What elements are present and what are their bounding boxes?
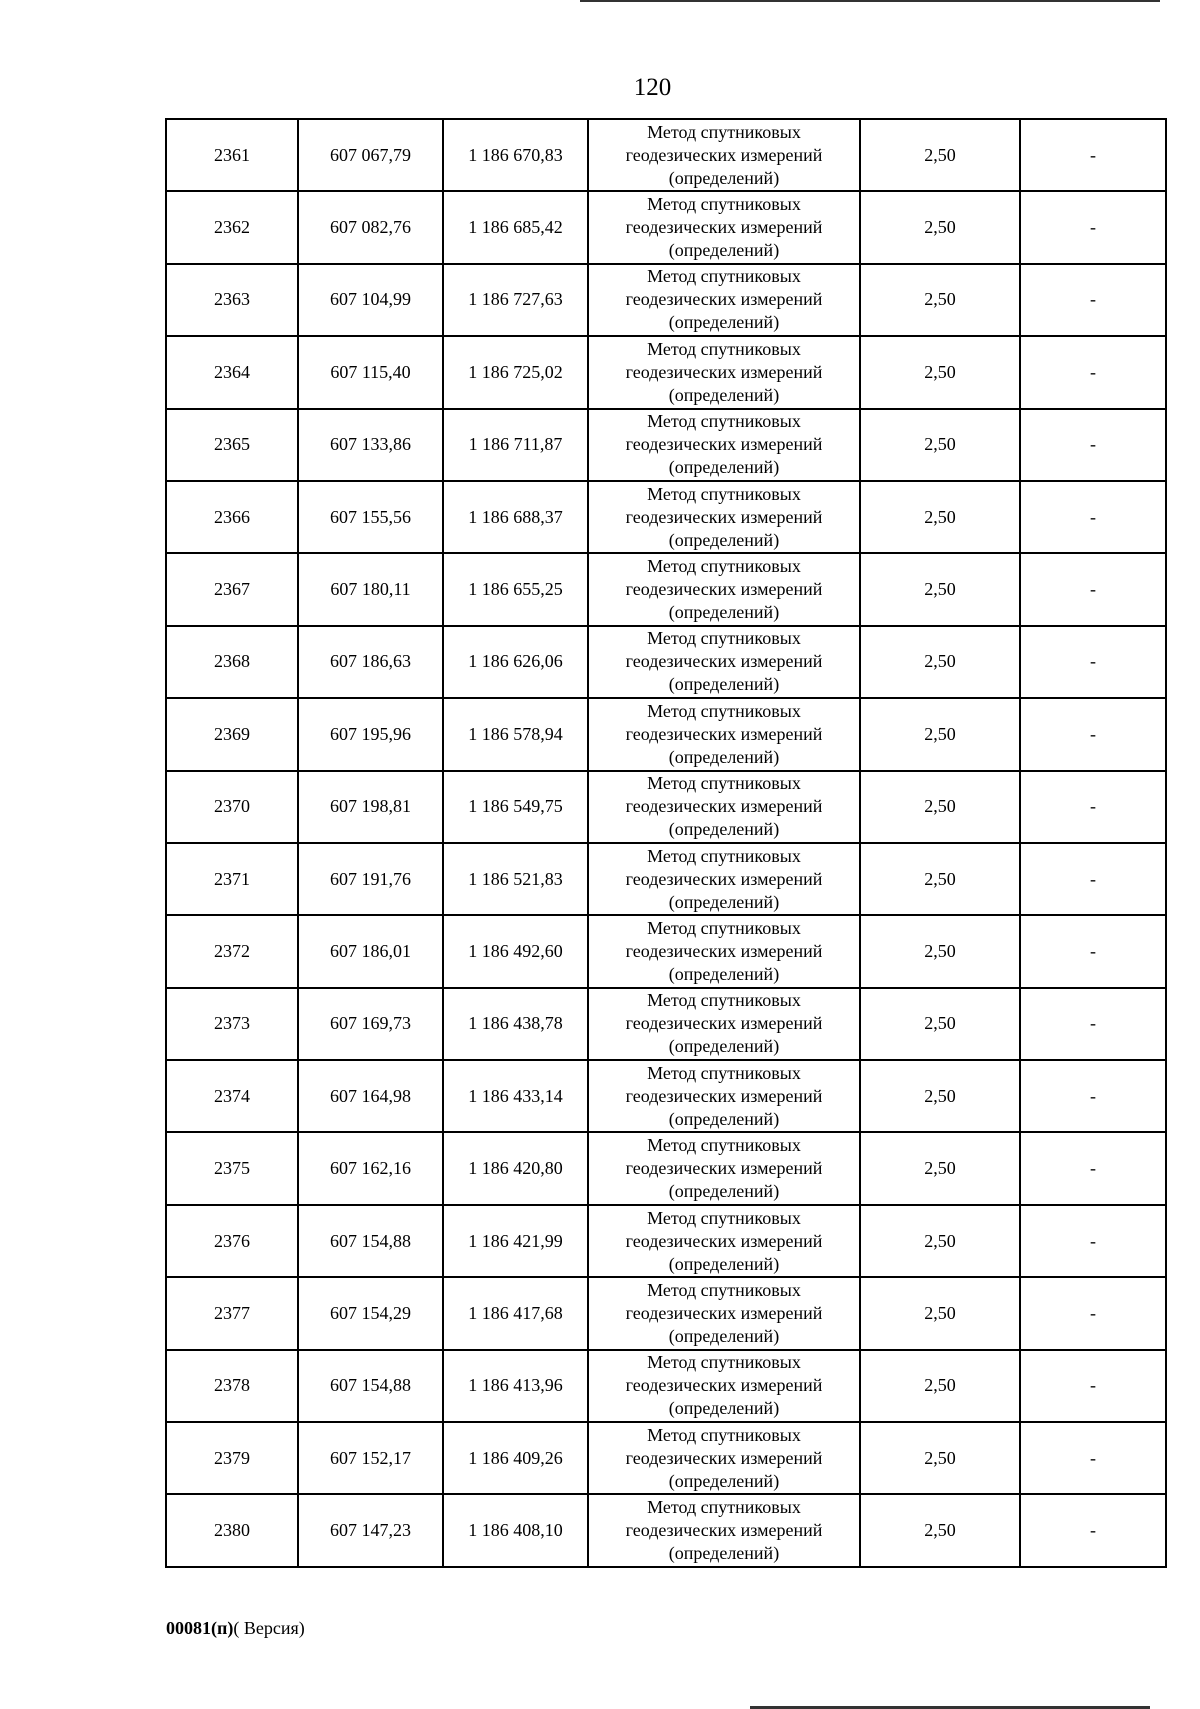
document-footer bbox=[166, 1618, 305, 1639]
point-number-cell: 2368 bbox=[166, 626, 298, 698]
table-body bbox=[166, 119, 1166, 1567]
method-line: Метод спутниковых bbox=[647, 1424, 801, 1445]
x-coordinate-cell: 607 186,01 bbox=[298, 915, 443, 987]
method-line: (определений) bbox=[668, 1398, 780, 1419]
method-line: (определений) bbox=[668, 963, 780, 984]
y-coordinate-cell: 1 186 727,63 bbox=[443, 264, 588, 336]
method-line: (определений) bbox=[668, 746, 780, 767]
method-line: (определений) bbox=[668, 529, 780, 550]
method-line: (определений) bbox=[668, 1543, 780, 1564]
precision-cell: 2,50 bbox=[860, 119, 1020, 191]
method-line: геодезических измерений bbox=[625, 796, 823, 817]
table-row bbox=[166, 481, 1166, 553]
precision-cell: 2,50 bbox=[860, 1494, 1020, 1566]
point-number-cell: 2365 bbox=[166, 409, 298, 481]
point-number-cell: 2373 bbox=[166, 988, 298, 1060]
page-number: 120 bbox=[633, 74, 672, 101]
description-cell: - bbox=[1020, 1060, 1166, 1132]
x-coordinate-cell: 607 198,81 bbox=[298, 771, 443, 843]
description-cell: - bbox=[1020, 771, 1166, 843]
description-cell: - bbox=[1020, 1350, 1166, 1422]
point-number-cell: 2378 bbox=[166, 1350, 298, 1422]
precision-cell: 2,50 bbox=[860, 843, 1020, 915]
y-coordinate-cell: 1 186 521,83 bbox=[443, 843, 588, 915]
method-cell bbox=[588, 698, 860, 770]
method-cell bbox=[588, 191, 860, 263]
x-coordinate-cell: 607 154,29 bbox=[298, 1277, 443, 1349]
method-cell bbox=[588, 1060, 860, 1132]
description-cell: - bbox=[1020, 1205, 1166, 1277]
method-line: геодезических измерений bbox=[625, 1230, 823, 1251]
description-cell: - bbox=[1020, 915, 1166, 987]
y-coordinate-cell: 1 186 417,68 bbox=[443, 1277, 588, 1349]
y-coordinate-cell: 1 186 711,87 bbox=[443, 409, 588, 481]
point-number-cell: 2369 bbox=[166, 698, 298, 770]
description-cell: - bbox=[1020, 119, 1166, 191]
x-coordinate-cell: 607 154,88 bbox=[298, 1350, 443, 1422]
table-row bbox=[166, 915, 1166, 987]
point-number-cell: 2366 bbox=[166, 481, 298, 553]
table-row bbox=[166, 1205, 1166, 1277]
method-cell bbox=[588, 1422, 860, 1494]
method-line: Метод спутниковых bbox=[647, 194, 801, 215]
precision-cell: 2,50 bbox=[860, 915, 1020, 987]
x-coordinate-cell: 607 155,56 bbox=[298, 481, 443, 553]
method-cell bbox=[588, 553, 860, 625]
method-line: геодезических измерений bbox=[625, 579, 823, 600]
precision-cell: 2,50 bbox=[860, 771, 1020, 843]
description-cell: - bbox=[1020, 1277, 1166, 1349]
y-coordinate-cell: 1 186 438,78 bbox=[443, 988, 588, 1060]
method-line: геодезических измерений bbox=[625, 1085, 823, 1106]
method-line: геодезических измерений bbox=[625, 940, 823, 961]
method-line: Метод спутниковых bbox=[647, 1279, 801, 1300]
x-coordinate-cell: 607 191,76 bbox=[298, 843, 443, 915]
point-number-cell: 2363 bbox=[166, 264, 298, 336]
point-number-cell: 2362 bbox=[166, 191, 298, 263]
table-row bbox=[166, 1494, 1166, 1566]
description-cell: - bbox=[1020, 1422, 1166, 1494]
point-number-cell: 2377 bbox=[166, 1277, 298, 1349]
method-line: Метод спутниковых bbox=[647, 338, 801, 359]
description-cell: - bbox=[1020, 1132, 1166, 1204]
method-line: Метод спутниковых bbox=[647, 845, 801, 866]
point-number-cell: 2380 bbox=[166, 1494, 298, 1566]
method-line: геодезических измерений bbox=[625, 1013, 823, 1034]
method-cell bbox=[588, 264, 860, 336]
method-cell bbox=[588, 626, 860, 698]
method-line: Метод спутниковых bbox=[647, 990, 801, 1011]
x-coordinate-cell: 607 186,63 bbox=[298, 626, 443, 698]
y-coordinate-cell: 1 186 578,94 bbox=[443, 698, 588, 770]
method-cell bbox=[588, 771, 860, 843]
precision-cell: 2,50 bbox=[860, 336, 1020, 408]
precision-cell: 2,50 bbox=[860, 1350, 1020, 1422]
point-number-cell: 2364 bbox=[166, 336, 298, 408]
method-line: Метод спутниковых bbox=[647, 773, 801, 794]
x-coordinate-cell: 607 169,73 bbox=[298, 988, 443, 1060]
precision-cell: 2,50 bbox=[860, 988, 1020, 1060]
x-coordinate-cell: 607 180,11 bbox=[298, 553, 443, 625]
y-coordinate-cell: 1 186 420,80 bbox=[443, 1132, 588, 1204]
method-line: Метод спутниковых bbox=[647, 1207, 801, 1228]
point-number-cell: 2371 bbox=[166, 843, 298, 915]
table-row bbox=[166, 626, 1166, 698]
method-cell bbox=[588, 1205, 860, 1277]
method-line: геодезических измерений bbox=[625, 1447, 823, 1468]
y-coordinate-cell: 1 186 725,02 bbox=[443, 336, 588, 408]
point-number-cell: 2376 bbox=[166, 1205, 298, 1277]
y-coordinate-cell: 1 186 685,42 bbox=[443, 191, 588, 263]
method-line: Метод спутниковых bbox=[647, 1062, 801, 1083]
method-line: Метод спутниковых bbox=[647, 556, 801, 577]
table-row bbox=[166, 1132, 1166, 1204]
method-line: Метод спутниковых bbox=[647, 917, 801, 938]
document-code: 00081(п) bbox=[166, 1618, 234, 1638]
method-line: (определений) bbox=[668, 240, 780, 261]
method-line: Метод спутниковых bbox=[647, 628, 801, 649]
scan-edge-top bbox=[580, 0, 1160, 2]
table-row bbox=[166, 1277, 1166, 1349]
method-line: геодезических измерений bbox=[625, 217, 823, 238]
method-line: Метод спутниковых bbox=[647, 266, 801, 287]
point-number-cell: 2372 bbox=[166, 915, 298, 987]
y-coordinate-cell: 1 186 655,25 bbox=[443, 553, 588, 625]
y-coordinate-cell: 1 186 492,60 bbox=[443, 915, 588, 987]
precision-cell: 2,50 bbox=[860, 1132, 1020, 1204]
x-coordinate-cell: 607 164,98 bbox=[298, 1060, 443, 1132]
precision-cell: 2,50 bbox=[860, 1422, 1020, 1494]
method-line: (определений) bbox=[668, 1108, 780, 1129]
method-line: (определений) bbox=[668, 1036, 780, 1057]
method-line: (определений) bbox=[668, 1181, 780, 1202]
method-cell bbox=[588, 336, 860, 408]
method-line: геодезических измерений bbox=[625, 434, 823, 455]
coordinates-table bbox=[165, 118, 1167, 1568]
method-cell bbox=[588, 1494, 860, 1566]
document-version: ( Версия) bbox=[233, 1618, 305, 1638]
y-coordinate-cell: 1 186 670,83 bbox=[443, 119, 588, 191]
method-line: геодезических измерений bbox=[625, 1375, 823, 1396]
method-line: (определений) bbox=[668, 1253, 780, 1274]
method-line: Метод спутниковых bbox=[647, 1352, 801, 1373]
method-line: геодезических измерений bbox=[625, 144, 823, 165]
description-cell: - bbox=[1020, 553, 1166, 625]
table-row bbox=[166, 336, 1166, 408]
point-number-cell: 2374 bbox=[166, 1060, 298, 1132]
y-coordinate-cell: 1 186 413,96 bbox=[443, 1350, 588, 1422]
method-line: (определений) bbox=[668, 674, 780, 695]
method-line: (определений) bbox=[668, 819, 780, 840]
table-row bbox=[166, 119, 1166, 191]
description-cell: - bbox=[1020, 843, 1166, 915]
method-line: геодезических измерений bbox=[625, 868, 823, 889]
table-row bbox=[166, 988, 1166, 1060]
method-line: геодезических измерений bbox=[625, 723, 823, 744]
point-number-cell: 2361 bbox=[166, 119, 298, 191]
precision-cell: 2,50 bbox=[860, 191, 1020, 263]
table-row bbox=[166, 191, 1166, 263]
point-number-cell: 2367 bbox=[166, 553, 298, 625]
method-cell bbox=[588, 843, 860, 915]
precision-cell: 2,50 bbox=[860, 481, 1020, 553]
table-row bbox=[166, 1060, 1166, 1132]
method-cell bbox=[588, 481, 860, 553]
table-row bbox=[166, 264, 1166, 336]
method-line: геодезических измерений bbox=[625, 1302, 823, 1323]
description-cell: - bbox=[1020, 698, 1166, 770]
method-line: (определений) bbox=[668, 891, 780, 912]
table-row bbox=[166, 1422, 1166, 1494]
table-row bbox=[166, 843, 1166, 915]
description-cell: - bbox=[1020, 626, 1166, 698]
x-coordinate-cell: 607 067,79 bbox=[298, 119, 443, 191]
method-line: (определений) bbox=[668, 167, 780, 188]
method-cell bbox=[588, 119, 860, 191]
precision-cell: 2,50 bbox=[860, 698, 1020, 770]
method-line: (определений) bbox=[668, 1325, 780, 1346]
point-number-cell: 2379 bbox=[166, 1422, 298, 1494]
method-line: геодезических измерений bbox=[625, 1520, 823, 1541]
precision-cell: 2,50 bbox=[860, 1060, 1020, 1132]
x-coordinate-cell: 607 152,17 bbox=[298, 1422, 443, 1494]
point-number-cell: 2375 bbox=[166, 1132, 298, 1204]
method-cell bbox=[588, 1132, 860, 1204]
y-coordinate-cell: 1 186 433,14 bbox=[443, 1060, 588, 1132]
method-cell bbox=[588, 1350, 860, 1422]
method-line: Метод спутниковых bbox=[647, 121, 801, 142]
method-line: Метод спутниковых bbox=[647, 1135, 801, 1156]
method-line: (определений) bbox=[668, 602, 780, 623]
method-line: геодезических измерений bbox=[625, 361, 823, 382]
method-line: Метод спутниковых bbox=[647, 1497, 801, 1518]
x-coordinate-cell: 607 195,96 bbox=[298, 698, 443, 770]
method-line: (определений) bbox=[668, 457, 780, 478]
method-line: Метод спутниковых bbox=[647, 483, 801, 504]
method-line: (определений) bbox=[668, 384, 780, 405]
method-line: геодезических измерений bbox=[625, 651, 823, 672]
method-line: (определений) bbox=[668, 1470, 780, 1491]
method-line: геодезических измерений bbox=[625, 506, 823, 527]
method-cell bbox=[588, 988, 860, 1060]
precision-cell: 2,50 bbox=[860, 1205, 1020, 1277]
method-line: Метод спутниковых bbox=[647, 411, 801, 432]
x-coordinate-cell: 607 154,88 bbox=[298, 1205, 443, 1277]
x-coordinate-cell: 607 104,99 bbox=[298, 264, 443, 336]
description-cell: - bbox=[1020, 191, 1166, 263]
precision-cell: 2,50 bbox=[860, 553, 1020, 625]
description-cell: - bbox=[1020, 264, 1166, 336]
y-coordinate-cell: 1 186 421,99 bbox=[443, 1205, 588, 1277]
x-coordinate-cell: 607 082,76 bbox=[298, 191, 443, 263]
x-coordinate-cell: 607 147,23 bbox=[298, 1494, 443, 1566]
method-cell bbox=[588, 409, 860, 481]
table-row bbox=[166, 409, 1166, 481]
description-cell: - bbox=[1020, 1494, 1166, 1566]
y-coordinate-cell: 1 186 408,10 bbox=[443, 1494, 588, 1566]
description-cell: - bbox=[1020, 988, 1166, 1060]
table-row bbox=[166, 771, 1166, 843]
table-row bbox=[166, 698, 1166, 770]
precision-cell: 2,50 bbox=[860, 626, 1020, 698]
precision-cell: 2,50 bbox=[860, 264, 1020, 336]
method-line: Метод спутниковых bbox=[647, 700, 801, 721]
y-coordinate-cell: 1 186 549,75 bbox=[443, 771, 588, 843]
precision-cell: 2,50 bbox=[860, 1277, 1020, 1349]
x-coordinate-cell: 607 133,86 bbox=[298, 409, 443, 481]
y-coordinate-cell: 1 186 688,37 bbox=[443, 481, 588, 553]
method-line: геодезических измерений bbox=[625, 289, 823, 310]
table-row bbox=[166, 553, 1166, 625]
x-coordinate-cell: 607 115,40 bbox=[298, 336, 443, 408]
method-line: (определений) bbox=[668, 312, 780, 333]
method-cell bbox=[588, 915, 860, 987]
table-row bbox=[166, 1350, 1166, 1422]
description-cell: - bbox=[1020, 336, 1166, 408]
y-coordinate-cell: 1 186 409,26 bbox=[443, 1422, 588, 1494]
precision-cell: 2,50 bbox=[860, 409, 1020, 481]
point-number-cell: 2370 bbox=[166, 771, 298, 843]
method-cell bbox=[588, 1277, 860, 1349]
y-coordinate-cell: 1 186 626,06 bbox=[443, 626, 588, 698]
method-line: геодезических измерений bbox=[625, 1158, 823, 1179]
x-coordinate-cell: 607 162,16 bbox=[298, 1132, 443, 1204]
description-cell: - bbox=[1020, 409, 1166, 481]
description-cell: - bbox=[1020, 481, 1166, 553]
